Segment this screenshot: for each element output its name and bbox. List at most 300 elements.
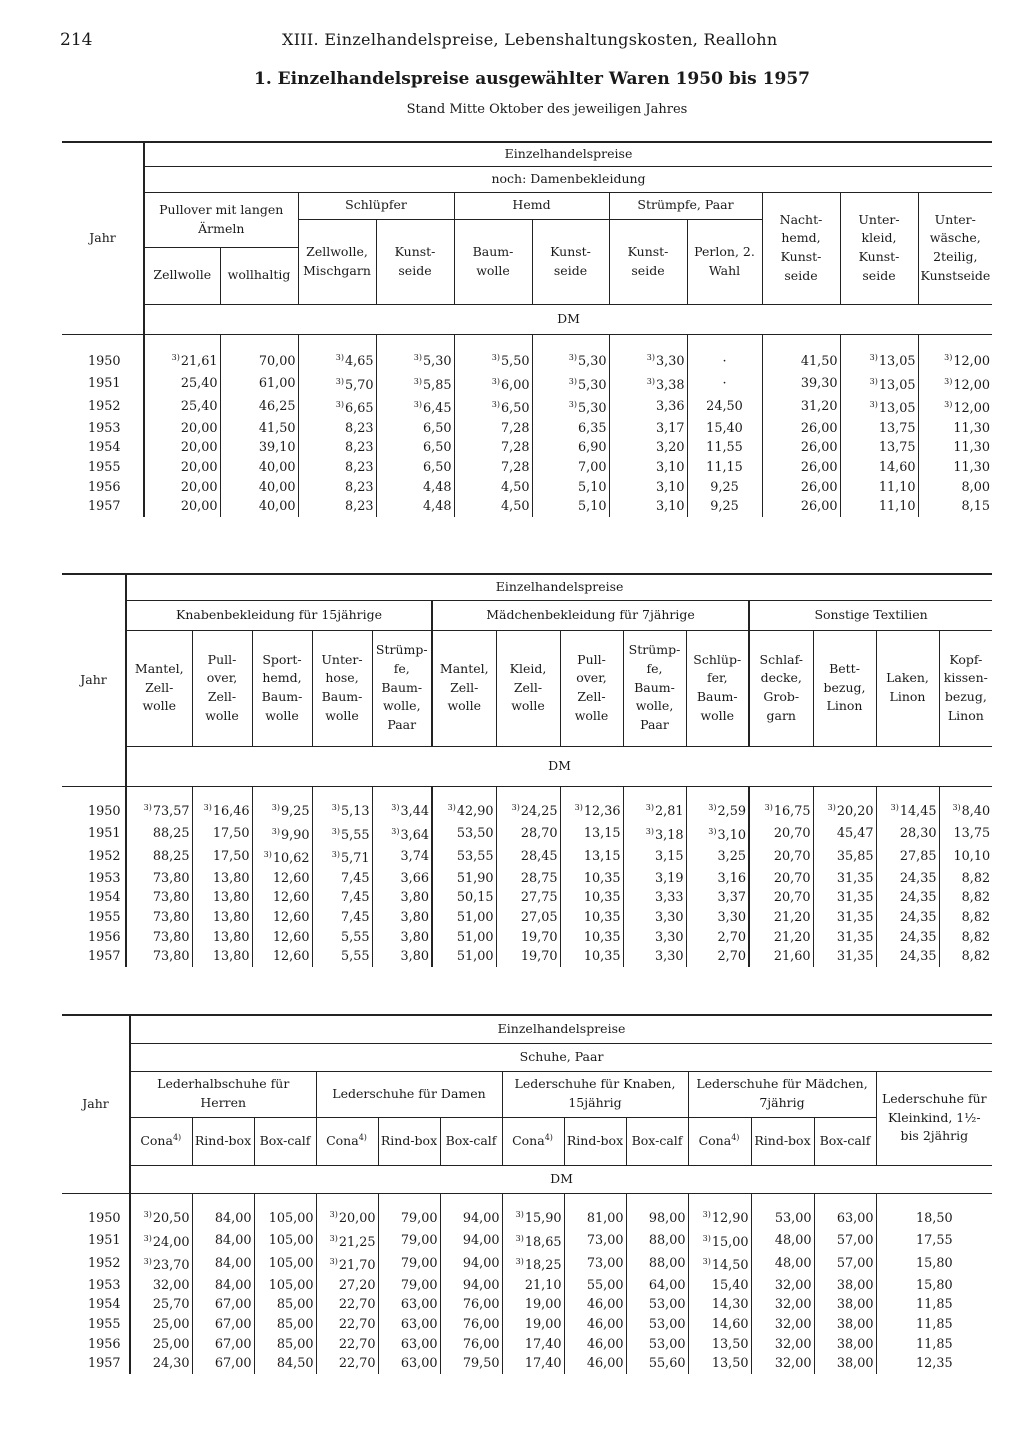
value-cell: 15,40 [688, 1276, 751, 1296]
value-cell: 105,00 [254, 1252, 316, 1276]
value-cell: 3,36 [609, 395, 687, 419]
value-cell: $^{3)}$73,57 [126, 786, 192, 822]
table-row [62, 1354, 992, 1374]
table-damenbekleidung [62, 141, 992, 517]
value-cell: 26,00 [762, 478, 840, 498]
year-cell: 1957 [88, 949, 121, 965]
value-cell: $^{3)}$6,50 [454, 395, 532, 419]
footnote-3: 3) [944, 353, 953, 362]
value-cell: $^{3)}$6,45 [376, 395, 454, 419]
col-herren-boxcalf: Box-calf [254, 1117, 316, 1165]
value-cell: 15,80 [876, 1252, 992, 1276]
footnote-3: 3) [646, 353, 655, 362]
value-cell: 40,00 [220, 458, 298, 478]
footnote-3: 3) [331, 826, 340, 836]
value-cell: 4,50 [454, 478, 532, 498]
value-cell: 63,00 [378, 1354, 440, 1374]
value-cell: 94,00 [440, 1252, 502, 1276]
value-cell: 8,15 [918, 497, 992, 517]
damen-header: Lederschuhe für Damen [316, 1071, 502, 1117]
value-cell: 3,30 [623, 908, 686, 928]
value-cell: $^{3)}$5,13 [312, 786, 372, 822]
value-cell: 5,55 [312, 947, 372, 967]
value-cell: 13,15 [560, 845, 623, 869]
col-pullover-zellwolle: Zellwolle [144, 247, 220, 304]
einzelhandelspreise-header: Einzelhandelspreise [144, 142, 992, 166]
footnote-3: 3) [869, 400, 878, 410]
value-cell: $^{3)}$5,55 [312, 822, 372, 846]
footnote-3: 3) [271, 826, 280, 836]
value-cell: 14,60 [840, 458, 918, 478]
value-cell: 48,00 [751, 1252, 814, 1276]
footnote-3: 3) [515, 1210, 524, 1219]
value-cell: 40,00 [220, 497, 298, 517]
value-cell: 46,25 [220, 395, 298, 419]
value-cell: 73,80 [126, 928, 192, 948]
value-cell: $^{3)}$5,30 [376, 334, 454, 372]
footnote-3: 3) [491, 400, 500, 410]
value-cell: 19,70 [496, 928, 560, 948]
knaben-header: Lederschuhe für Knaben, 15jährig [502, 1071, 688, 1117]
footnote-3: 3) [869, 353, 878, 362]
value-cell: $^{3)}$24,00 [130, 1229, 192, 1253]
value-cell: 81,00 [564, 1193, 626, 1229]
value-cell: 20,00 [144, 458, 220, 478]
year-cell: 1955 [88, 909, 121, 925]
value-cell: 94,00 [440, 1193, 502, 1229]
value-cell: $^{3)}$12,00 [918, 372, 992, 396]
value-cell: 27,20 [316, 1276, 378, 1296]
value-cell: 61,00 [220, 372, 298, 396]
col-schlafdecke: Schlaf-decke, Grob-garn [749, 630, 813, 746]
value-cell: 6,50 [376, 419, 454, 439]
value-cell: 10,35 [560, 869, 623, 889]
value-cell: 50,15 [432, 888, 496, 908]
footnote-4: 4) [358, 1132, 367, 1142]
value-cell: 5,55 [312, 928, 372, 948]
value-cell: 41,50 [220, 419, 298, 439]
value-cell: 3,20 [609, 438, 687, 458]
value-cell: 73,80 [126, 869, 192, 889]
footnote-3: 3) [143, 803, 152, 812]
value-cell: 19,70 [496, 947, 560, 967]
value-cell: 85,00 [254, 1315, 316, 1335]
value-cell: 32,00 [751, 1276, 814, 1296]
value-cell: $^{3)}$12,36 [560, 786, 623, 822]
table-row [62, 908, 992, 928]
value-cell: $^{3)}$16,75 [749, 786, 813, 822]
value-cell: 10,35 [560, 928, 623, 948]
table-row [62, 845, 992, 869]
year-cell: 1956 [88, 929, 121, 945]
value-cell: 3,25 [686, 845, 749, 869]
value-cell: $^{3)}$3,64 [372, 822, 432, 846]
value-cell: 25,40 [144, 372, 220, 396]
value-cell: $^{3)}$3,18 [623, 822, 686, 846]
value-cell: 8,23 [298, 478, 376, 498]
table-row [62, 928, 992, 948]
col-knaben-boxcalf: Box-calf [626, 1117, 688, 1165]
value-cell: $^{3)}$23,70 [130, 1252, 192, 1276]
value-cell: 51,00 [432, 908, 496, 928]
col-schluepfer-kunstseide: Kunst-seide [376, 219, 454, 304]
value-cell: $^{3)}$14,45 [876, 786, 939, 822]
value-cell: $^{3)}$3,38 [609, 372, 687, 396]
value-cell: 11,10 [840, 478, 918, 498]
value-cell: 64,00 [626, 1276, 688, 1296]
footnote-3: 3) [702, 1210, 711, 1219]
value-cell: 3,10 [609, 478, 687, 498]
struempfe-header: Strümpfe, Paar [609, 192, 762, 219]
value-cell: 24,35 [876, 888, 939, 908]
table-row [62, 947, 992, 967]
value-cell: 31,35 [813, 928, 876, 948]
value-cell: 14,60 [688, 1315, 751, 1335]
value-cell: 84,50 [254, 1354, 316, 1374]
value-cell: 3,30 [623, 928, 686, 948]
value-cell: 10,35 [560, 888, 623, 908]
col-herren-cona: Cona$^{4)}$ [130, 1117, 192, 1165]
table-row [62, 1315, 992, 1335]
value-cell: 15,40 [687, 419, 762, 439]
value-cell: 3,17 [609, 419, 687, 439]
value-cell: 17,40 [502, 1335, 564, 1355]
herren-header: Lederhalbschuhe für Herren [130, 1071, 316, 1117]
jahr-header: Jahr [62, 142, 144, 334]
value-cell: 13,75 [840, 419, 918, 439]
value-cell: $^{3)}$6,00 [454, 372, 532, 396]
value-cell: 13,80 [192, 888, 252, 908]
footnote-3: 3) [646, 376, 655, 386]
value-cell: 8,82 [939, 908, 992, 928]
value-cell: 73,00 [564, 1229, 626, 1253]
value-cell: $^{3)}$5,30 [532, 334, 609, 372]
table-row [62, 822, 992, 846]
value-cell: 20,70 [749, 869, 813, 889]
value-cell: 3,16 [686, 869, 749, 889]
value-cell: 9,25 [687, 497, 762, 517]
value-cell: 11,55 [687, 438, 762, 458]
value-cell: $^{3)}$20,50 [130, 1193, 192, 1229]
value-cell: 88,00 [626, 1229, 688, 1253]
value-cell: 27,75 [496, 888, 560, 908]
value-cell: 24,35 [876, 908, 939, 928]
value-cell: $^{3)}$13,05 [840, 334, 918, 372]
value-cell: 32,00 [751, 1335, 814, 1355]
footnote-3: 3) [263, 850, 272, 860]
footnote-3: 3) [329, 1257, 338, 1267]
col-maedchen-cona: Cona$^{4)}$ [688, 1117, 751, 1165]
footnote-3: 3) [143, 1257, 152, 1267]
footnote-3: 3) [574, 803, 583, 812]
value-cell: $^{3)}$12,00 [918, 395, 992, 419]
footnote-3: 3) [143, 1233, 152, 1243]
value-cell: $^{3)}$6,65 [298, 395, 376, 419]
value-cell: 67,00 [192, 1354, 254, 1374]
table-row [62, 888, 992, 908]
value-cell: 46,00 [564, 1315, 626, 1335]
value-cell: 13,80 [192, 908, 252, 928]
table-row [62, 786, 992, 822]
value-cell: 13,75 [840, 438, 918, 458]
year-cell: 1956 [88, 1336, 121, 1352]
value-cell: 3,80 [372, 928, 432, 948]
dm-unit: DM [144, 304, 992, 334]
page-number: 214 [60, 30, 93, 50]
value-cell: 73,80 [126, 908, 192, 928]
value-cell: $^{3)}$13,05 [840, 372, 918, 396]
value-cell: 79,00 [378, 1193, 440, 1229]
value-cell: $^{3)}$5,30 [532, 395, 609, 419]
value-cell: 105,00 [254, 1193, 316, 1229]
value-cell: · [687, 372, 762, 396]
year-cell: 1950 [88, 804, 121, 819]
value-cell: $^{3)}$5,71 [312, 845, 372, 869]
value-cell: 28,30 [876, 822, 939, 846]
value-cell: 22,70 [316, 1315, 378, 1335]
value-cell: 4,48 [376, 478, 454, 498]
value-cell: 12,60 [252, 888, 312, 908]
value-cell: 76,00 [440, 1315, 502, 1335]
value-cell: 88,25 [126, 822, 192, 846]
col-hemd-kunstseide: Kunst-seide [532, 219, 609, 304]
year-cell: 1954 [88, 440, 121, 456]
value-cell: 105,00 [254, 1229, 316, 1253]
value-cell: 76,00 [440, 1335, 502, 1355]
page-subtitle: Stand Mitte Oktober des jeweiligen Jahres [406, 102, 688, 117]
value-cell: 26,00 [762, 458, 840, 478]
year-cell: 1952 [88, 849, 121, 865]
value-cell: 11,10 [840, 497, 918, 517]
value-cell: 25,40 [144, 395, 220, 419]
value-cell: 79,00 [378, 1276, 440, 1296]
value-cell: 12,60 [252, 869, 312, 889]
col-unterkleid: Unter-kleid, Kunst-seide [840, 192, 918, 304]
value-cell: $^{3)}$9,90 [252, 822, 312, 846]
footnote-3: 3) [329, 1210, 338, 1219]
jahr-header: Jahr [62, 574, 126, 786]
value-cell: 79,50 [440, 1354, 502, 1374]
maedchen-header: Lederschuhe für Mädchen, 7jährig [688, 1071, 876, 1117]
value-cell: 51,90 [432, 869, 496, 889]
value-cell: 3,15 [623, 845, 686, 869]
year-cell: 1950 [88, 354, 121, 369]
value-cell: 20,00 [144, 497, 220, 517]
value-cell: 3,30 [623, 947, 686, 967]
value-cell: 85,00 [254, 1295, 316, 1315]
value-cell: $^{3)}$15,00 [688, 1229, 751, 1253]
value-cell: 13,80 [192, 869, 252, 889]
value-cell: 31,35 [813, 908, 876, 928]
footnote-3: 3) [203, 803, 212, 812]
value-cell: 57,00 [814, 1229, 876, 1253]
value-cell: 3,10 [609, 458, 687, 478]
table-row [62, 1335, 992, 1355]
value-cell: $^{3)}$9,25 [252, 786, 312, 822]
footnote-3: 3) [511, 803, 520, 812]
value-cell: $^{3)}$5,30 [532, 372, 609, 396]
knabenbekleidung-header: Knabenbekleidung für 15jährige [126, 600, 432, 630]
value-cell: $^{3)}$12,90 [688, 1193, 751, 1229]
einzelhandelspreise-header: Einzelhandelspreise [126, 574, 992, 600]
value-cell: 20,70 [749, 845, 813, 869]
value-cell: 84,00 [192, 1276, 254, 1296]
table-kinderbekleidung-textilien [62, 573, 992, 967]
year-cell: 1954 [88, 890, 121, 906]
table-row [62, 478, 992, 498]
value-cell: 20,70 [749, 822, 813, 846]
value-cell: 63,00 [378, 1315, 440, 1335]
value-cell: 26,00 [762, 497, 840, 517]
page-title: 1. Einzelhandelspreise ausgewählter Waren 1950 bis 1957 [254, 69, 810, 89]
col-hemd-baumwolle: Baum-wolle [454, 219, 532, 304]
footnote-3: 3) [329, 1233, 338, 1243]
value-cell: 76,00 [440, 1295, 502, 1315]
table-row [62, 1229, 992, 1253]
year-cell: 1956 [88, 479, 121, 495]
value-cell: 25,70 [130, 1295, 192, 1315]
footnote-3: 3) [702, 1233, 711, 1243]
footnote-3: 3) [944, 400, 953, 410]
col-knaben-sporthemd: Sport-hemd, Baum-wolle [252, 630, 312, 746]
value-cell: 11,85 [876, 1295, 992, 1315]
value-cell: 21,20 [749, 908, 813, 928]
value-cell: 22,70 [316, 1354, 378, 1374]
footnote-3: 3) [708, 826, 717, 836]
table-row [62, 372, 992, 396]
table-schuhe [62, 1014, 992, 1374]
value-cell: 20,00 [144, 438, 220, 458]
value-cell: 67,00 [192, 1335, 254, 1355]
footnote-3: 3) [568, 400, 577, 410]
footnote-4: 4) [544, 1132, 553, 1142]
value-cell: $^{3)}$3,44 [372, 786, 432, 822]
value-cell: 13,15 [560, 822, 623, 846]
value-cell: 6,50 [376, 458, 454, 478]
table-row [62, 438, 992, 458]
schuhe-header: Schuhe, Paar [130, 1043, 992, 1071]
footnote-3: 3) [515, 1257, 524, 1267]
value-cell: $^{3)}$18,65 [502, 1229, 564, 1253]
footnote-3: 3) [335, 400, 344, 410]
value-cell: 32,00 [751, 1354, 814, 1374]
value-cell: 22,70 [316, 1335, 378, 1355]
value-cell: 8,82 [939, 928, 992, 948]
sonstige-textilien-header: Sonstige Textilien [749, 600, 992, 630]
value-cell: $^{3)}$2,81 [623, 786, 686, 822]
footnote-4: 4) [731, 1132, 740, 1142]
value-cell: 17,55 [876, 1229, 992, 1253]
footnote-3: 3) [143, 1210, 152, 1219]
col-herren-rindbox: Rind-box [192, 1117, 254, 1165]
maedchenbekleidung-header: Mädchenbekleidung für 7jährige [432, 600, 749, 630]
value-cell: 3,80 [372, 947, 432, 967]
value-cell: 46,00 [564, 1354, 626, 1374]
value-cell: 6,90 [532, 438, 609, 458]
table-row [62, 1193, 992, 1229]
value-cell: 51,00 [432, 947, 496, 967]
year-cell: 1951 [88, 375, 121, 391]
value-cell: $^{3)}$16,46 [192, 786, 252, 822]
col-maedchen-mantel: Mantel, Zell-wolle [432, 630, 496, 746]
value-cell: 13,80 [192, 928, 252, 948]
value-cell: 7,00 [532, 458, 609, 478]
value-cell: 21,60 [749, 947, 813, 967]
value-cell: 46,00 [564, 1335, 626, 1355]
col-maedchen-rindbox: Rind-box [751, 1117, 814, 1165]
year-cell: 1952 [88, 399, 121, 415]
value-cell: 3,74 [372, 845, 432, 869]
value-cell: $^{3)}$21,25 [316, 1229, 378, 1253]
value-cell: 27,05 [496, 908, 560, 928]
value-cell: · [687, 334, 762, 372]
value-cell: 3,30 [686, 908, 749, 928]
footnote-3: 3) [331, 803, 340, 812]
col-bettbezug: Bett-bezug, Linon [813, 630, 876, 746]
col-knaben-struempfe: Strümp-fe, Baum-wolle, Paar [372, 630, 432, 746]
value-cell: 12,60 [252, 928, 312, 948]
value-cell: 12,60 [252, 947, 312, 967]
col-maedchen-boxcalf: Box-calf [814, 1117, 876, 1165]
footnote-3: 3) [413, 400, 422, 410]
value-cell: 13,75 [939, 822, 992, 846]
footnote-3: 3) [708, 803, 717, 812]
value-cell: 46,00 [564, 1295, 626, 1315]
value-cell: 31,35 [813, 888, 876, 908]
col-maedchen-struempfe: Strümp-fe, Baum-wolle, Paar [623, 630, 686, 746]
value-cell: 24,50 [687, 395, 762, 419]
value-cell: $^{3)}$24,25 [496, 786, 560, 822]
col-maedchen-kleid: Kleid, Zell-wolle [496, 630, 560, 746]
value-cell: $^{3)}$5,85 [376, 372, 454, 396]
value-cell: $^{3)}$12,00 [918, 334, 992, 372]
col-damen-boxcalf: Box-calf [440, 1117, 502, 1165]
value-cell: 11,30 [918, 438, 992, 458]
value-cell: 13,50 [688, 1335, 751, 1355]
jahr-header: Jahr [62, 1015, 130, 1193]
value-cell: 15,80 [876, 1276, 992, 1296]
value-cell: 8,23 [298, 419, 376, 439]
value-cell: 8,82 [939, 947, 992, 967]
schluepfer-header: Schlüpfer [298, 192, 454, 219]
value-cell: 2,70 [686, 928, 749, 948]
value-cell: 7,45 [312, 908, 372, 928]
value-cell: 24,35 [876, 947, 939, 967]
value-cell: 32,00 [751, 1315, 814, 1335]
col-knaben-rindbox: Rind-box [564, 1117, 626, 1165]
value-cell: 26,00 [762, 438, 840, 458]
value-cell: 53,00 [751, 1193, 814, 1229]
value-cell: 39,10 [220, 438, 298, 458]
value-cell: $^{3)}$4,65 [298, 334, 376, 372]
pullover-header: Pullover mit langen Ärmeln [144, 192, 298, 247]
year-cell: 1957 [88, 499, 121, 515]
value-cell: 88,25 [126, 845, 192, 869]
col-unterwaesche: Unter-wäsche, 2teilig, Kunstseide [918, 192, 992, 304]
value-cell: 57,00 [814, 1252, 876, 1276]
value-cell: 4,50 [454, 497, 532, 517]
table-row [62, 1295, 992, 1315]
table-row [62, 419, 992, 439]
value-cell: 38,00 [814, 1354, 876, 1374]
value-cell: 6,50 [376, 438, 454, 458]
year-cell: 1953 [88, 420, 121, 436]
value-cell: 94,00 [440, 1229, 502, 1253]
footnote-3: 3) [271, 803, 280, 812]
value-cell: 85,00 [254, 1335, 316, 1355]
value-cell: 11,30 [918, 458, 992, 478]
col-kopfkissenbezug: Kopf-kissen-bezug, Linon [939, 630, 992, 746]
